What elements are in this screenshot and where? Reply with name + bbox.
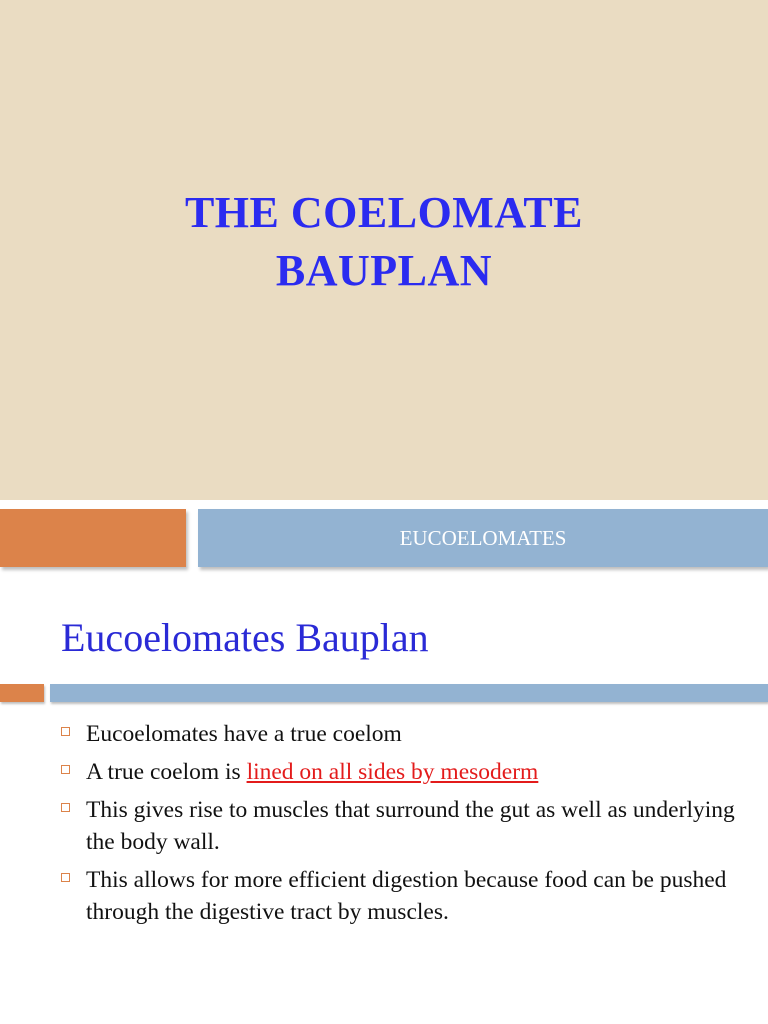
- section-label: EUCOELOMATES: [399, 526, 567, 550]
- bullet-item: [60, 718, 740, 750]
- bullet-list: [60, 718, 740, 934]
- header-accent-block: [0, 509, 186, 567]
- title-slide: [0, 0, 768, 500]
- slide-title: [0, 184, 768, 300]
- bullet-text: A true coelom is: [86, 759, 247, 785]
- slide-heading: Eucoelomates Bauplan: [61, 615, 429, 660]
- bullet-item: [60, 864, 740, 928]
- bullet-item: [60, 756, 740, 788]
- hollow-square-bullet-icon: [61, 873, 70, 882]
- slide-title-line-1: THE COELOMATE: [184, 188, 584, 237]
- bullet-text: This allows for more efficient digestion because food can be pushed through the digestive tract by muscles.: [86, 867, 727, 925]
- slide-title-line-2: BAUPLAN: [275, 246, 493, 295]
- hollow-square-bullet-icon: [61, 803, 70, 812]
- divider-bar: [50, 684, 768, 702]
- divider-accent-block: [0, 684, 44, 702]
- bullet-text: This gives rise to muscles that surround the gut as well as underlying the body wall.: [86, 797, 735, 855]
- hollow-square-bullet-icon: [61, 727, 70, 736]
- bullet-highlight-text: lined on all sides by mesoderm: [246, 759, 539, 785]
- bullet-item: [60, 794, 740, 858]
- hollow-square-bullet-icon: [61, 765, 70, 774]
- bullet-text: Eucoelomates have a true coelom: [86, 721, 402, 747]
- header-bar: [198, 509, 768, 567]
- content-slide: [0, 500, 768, 1024]
